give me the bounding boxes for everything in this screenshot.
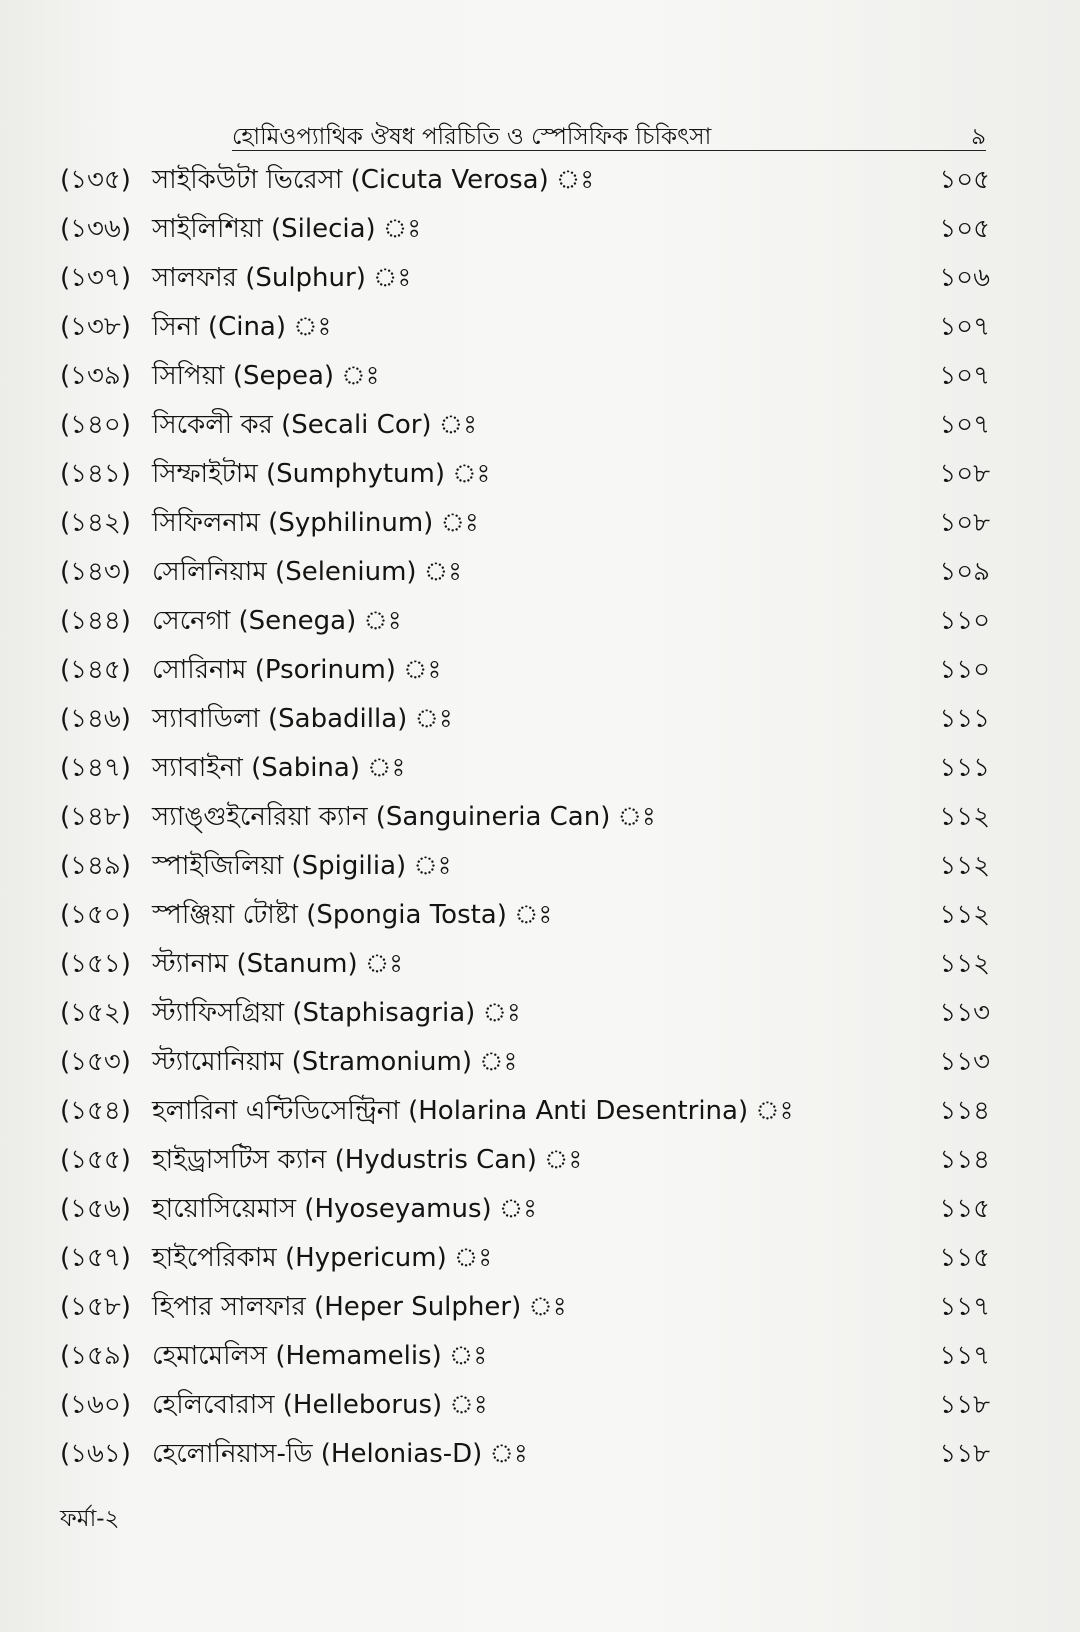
contents-entry bbox=[60, 842, 990, 891]
entry-title: স্ট্যাফিসগ্রিয়া (Staphisagria) ঃ bbox=[152, 998, 521, 1028]
contents-entry bbox=[60, 1234, 990, 1283]
entry-title: স্পঞ্জিয়া টোষ্টা (Spongia Tosta) ঃ bbox=[152, 900, 553, 930]
entry-number: (১৬১) bbox=[60, 1439, 131, 1469]
entry-number: (১৩৭) bbox=[60, 263, 131, 293]
entry-page-number: ১০৫ bbox=[939, 214, 990, 244]
header-rule bbox=[232, 150, 986, 151]
entry-page-number: ১১১ bbox=[939, 753, 990, 783]
entry-number: (১৫৮) bbox=[60, 1292, 131, 1322]
entry-title: হায়োসিয়েমাস (Hyoseyamus) ঃ bbox=[152, 1194, 538, 1224]
entry-title: সাইলিশিয়া (Silecia) ঃ bbox=[152, 214, 422, 244]
contents-entry bbox=[60, 891, 990, 940]
entry-title: স্পাইজিলিয়া (Spigilia) ঃ bbox=[152, 851, 452, 881]
entry-page-number: ১০৯ bbox=[939, 557, 990, 587]
entry-page-number: ১১৫ bbox=[939, 1243, 990, 1273]
entry-page-number: ১০৮ bbox=[939, 459, 990, 489]
entry-number: (১৫৯) bbox=[60, 1341, 131, 1371]
entry-number: (১৫০) bbox=[60, 900, 131, 930]
entry-title: হাইপেরিকাম (Hypericum) ঃ bbox=[152, 1243, 493, 1273]
entry-number: (১৬০) bbox=[60, 1390, 131, 1420]
contents-entry bbox=[60, 597, 990, 646]
contents-entry bbox=[60, 1038, 990, 1087]
entry-page-number: ১১৩ bbox=[939, 1047, 990, 1077]
entry-page-number: ১০৭ bbox=[939, 312, 990, 342]
contents-entry bbox=[60, 744, 990, 793]
entry-number: (১৪৩) bbox=[60, 557, 131, 587]
entry-number: (১৫৭) bbox=[60, 1243, 131, 1273]
entry-page-number: ১১২ bbox=[939, 851, 990, 881]
entry-number: (১৩৬) bbox=[60, 214, 131, 244]
entry-page-number: ১০৭ bbox=[939, 361, 990, 391]
contents-entry bbox=[60, 646, 990, 695]
entry-number: (১৩৯) bbox=[60, 361, 131, 391]
entry-number: (১৪৮) bbox=[60, 802, 131, 832]
entry-number: (১৪৫) bbox=[60, 655, 131, 685]
entry-number: (১৫৩) bbox=[60, 1047, 131, 1077]
contents-entry bbox=[60, 1381, 990, 1430]
contents-entry bbox=[60, 1332, 990, 1381]
entry-title: স্ট্যানাম (Stanum) ঃ bbox=[152, 949, 404, 979]
entry-number: (১৪০) bbox=[60, 410, 131, 440]
entry-number: (১৩৮) bbox=[60, 312, 131, 342]
entry-title: স্যাবাডিলা (Sabadilla) ঃ bbox=[152, 704, 453, 734]
entry-page-number: ১১৭ bbox=[939, 1292, 990, 1322]
entry-title: সিফিলনাম (Syphilinum) ঃ bbox=[152, 508, 479, 538]
entry-number: (১৫৬) bbox=[60, 1194, 131, 1224]
entry-title: সিকেলী কর (Secali Cor) ঃ bbox=[152, 410, 477, 440]
entry-title: হলারিনা এন্টিডিসেন্ট্রিনা (Holarina Anti Desentrina) ঃ bbox=[152, 1096, 794, 1126]
running-header bbox=[232, 118, 986, 158]
entry-page-number: ১০৫ bbox=[939, 165, 990, 195]
entry-number: (১৪৭) bbox=[60, 753, 131, 783]
entry-page-number: ১১৮ bbox=[939, 1439, 990, 1469]
contents-entry bbox=[60, 156, 990, 205]
entry-title: হেমামেলিস (Hemamelis) ঃ bbox=[152, 1341, 488, 1371]
entry-page-number: ১১২ bbox=[939, 900, 990, 930]
contents-entry bbox=[60, 450, 990, 499]
entry-page-number: ১১০ bbox=[939, 655, 990, 685]
entry-page-number: ১১৪ bbox=[939, 1145, 990, 1175]
entry-number: (১৫৫) bbox=[60, 1145, 131, 1175]
entry-page-number: ১১৪ bbox=[939, 1096, 990, 1126]
contents-entry bbox=[60, 254, 990, 303]
entry-title: সিম্ফাইটাম (Sumphytum) ঃ bbox=[152, 459, 491, 489]
entry-title: সাইকিউটা ভিরেসা (Cicuta Verosa) ঃ bbox=[152, 165, 595, 195]
entry-page-number: ১১৫ bbox=[939, 1194, 990, 1224]
running-title: হোমিওপ্যাথিক ঔষধ পরিচিতি ও স্পেসিফিক চিকিৎসা bbox=[232, 124, 712, 150]
entry-number: (১৫১) bbox=[60, 949, 131, 979]
entry-title: স্যাঙ্গুইনেরিয়া ক্যান (Sanguineria Can) ঃ bbox=[152, 802, 656, 832]
entry-page-number: ১০৬ bbox=[939, 263, 990, 293]
entry-title: স্যাবাইনা (Sabina) ঃ bbox=[152, 753, 406, 783]
contents-entry bbox=[60, 989, 990, 1038]
forma-signature: ফর্মা-২ bbox=[60, 1506, 120, 1532]
entry-page-number: ১১২ bbox=[939, 802, 990, 832]
entry-title: সেলিনিয়াম (Selenium) ঃ bbox=[152, 557, 462, 587]
contents-entry bbox=[60, 1087, 990, 1136]
contents-entry bbox=[60, 695, 990, 744]
entry-page-number: ১১৭ bbox=[939, 1341, 990, 1371]
contents-entry bbox=[60, 548, 990, 597]
contents-entry bbox=[60, 940, 990, 989]
contents-entry bbox=[60, 352, 990, 401]
entry-title: সিনা (Cina) ঃ bbox=[152, 312, 332, 342]
entry-page-number: ১০৭ bbox=[939, 410, 990, 440]
entry-page-number: ১১২ bbox=[939, 949, 990, 979]
entry-title: হাইড্রাসটিস ক্যান (Hydustris Can) ঃ bbox=[152, 1145, 583, 1175]
contents-entry bbox=[60, 1185, 990, 1234]
contents-entry bbox=[60, 303, 990, 352]
entry-title: হেলিবোরাস (Helleborus) ঃ bbox=[152, 1390, 488, 1420]
page-number: ৯ bbox=[971, 124, 986, 150]
contents-entry bbox=[60, 793, 990, 842]
contents-entry bbox=[60, 1430, 990, 1479]
contents-entry bbox=[60, 499, 990, 548]
entry-page-number: ১১১ bbox=[939, 704, 990, 734]
entry-number: (১৩৫) bbox=[60, 165, 131, 195]
entry-number: (১৫৪) bbox=[60, 1096, 131, 1126]
entry-page-number: ১০৮ bbox=[939, 508, 990, 538]
entry-page-number: ১১০ bbox=[939, 606, 990, 636]
entry-number: (১৪১) bbox=[60, 459, 131, 489]
entry-title: সেনেগা (Senega) ঃ bbox=[152, 606, 402, 636]
entry-title: সোরিনাম (Psorinum) ঃ bbox=[152, 655, 442, 685]
entry-number: (১৪৯) bbox=[60, 851, 131, 881]
entry-title: হিপার সালফার (Heper Sulpher) ঃ bbox=[152, 1292, 567, 1322]
entry-title: সিপিয়া (Sepea) ঃ bbox=[152, 361, 380, 391]
contents-entry bbox=[60, 205, 990, 254]
entry-page-number: ১১৩ bbox=[939, 998, 990, 1028]
contents-entry bbox=[60, 401, 990, 450]
contents-list bbox=[60, 156, 990, 1479]
entry-page-number: ১১৮ bbox=[939, 1390, 990, 1420]
entry-number: (১৪২) bbox=[60, 508, 131, 538]
contents-entry bbox=[60, 1136, 990, 1185]
entry-number: (১৪৬) bbox=[60, 704, 131, 734]
entry-number: (১৪৪) bbox=[60, 606, 131, 636]
entry-title: স্ট্যামোনিয়াম (Stramonium) ঃ bbox=[152, 1047, 518, 1077]
entry-number: (১৫২) bbox=[60, 998, 131, 1028]
contents-entry bbox=[60, 1283, 990, 1332]
entry-title: হেলোনিয়াস-ডি (Helonias-D) ঃ bbox=[152, 1439, 528, 1469]
entry-title: সালফার (Sulphur) ঃ bbox=[152, 263, 412, 293]
